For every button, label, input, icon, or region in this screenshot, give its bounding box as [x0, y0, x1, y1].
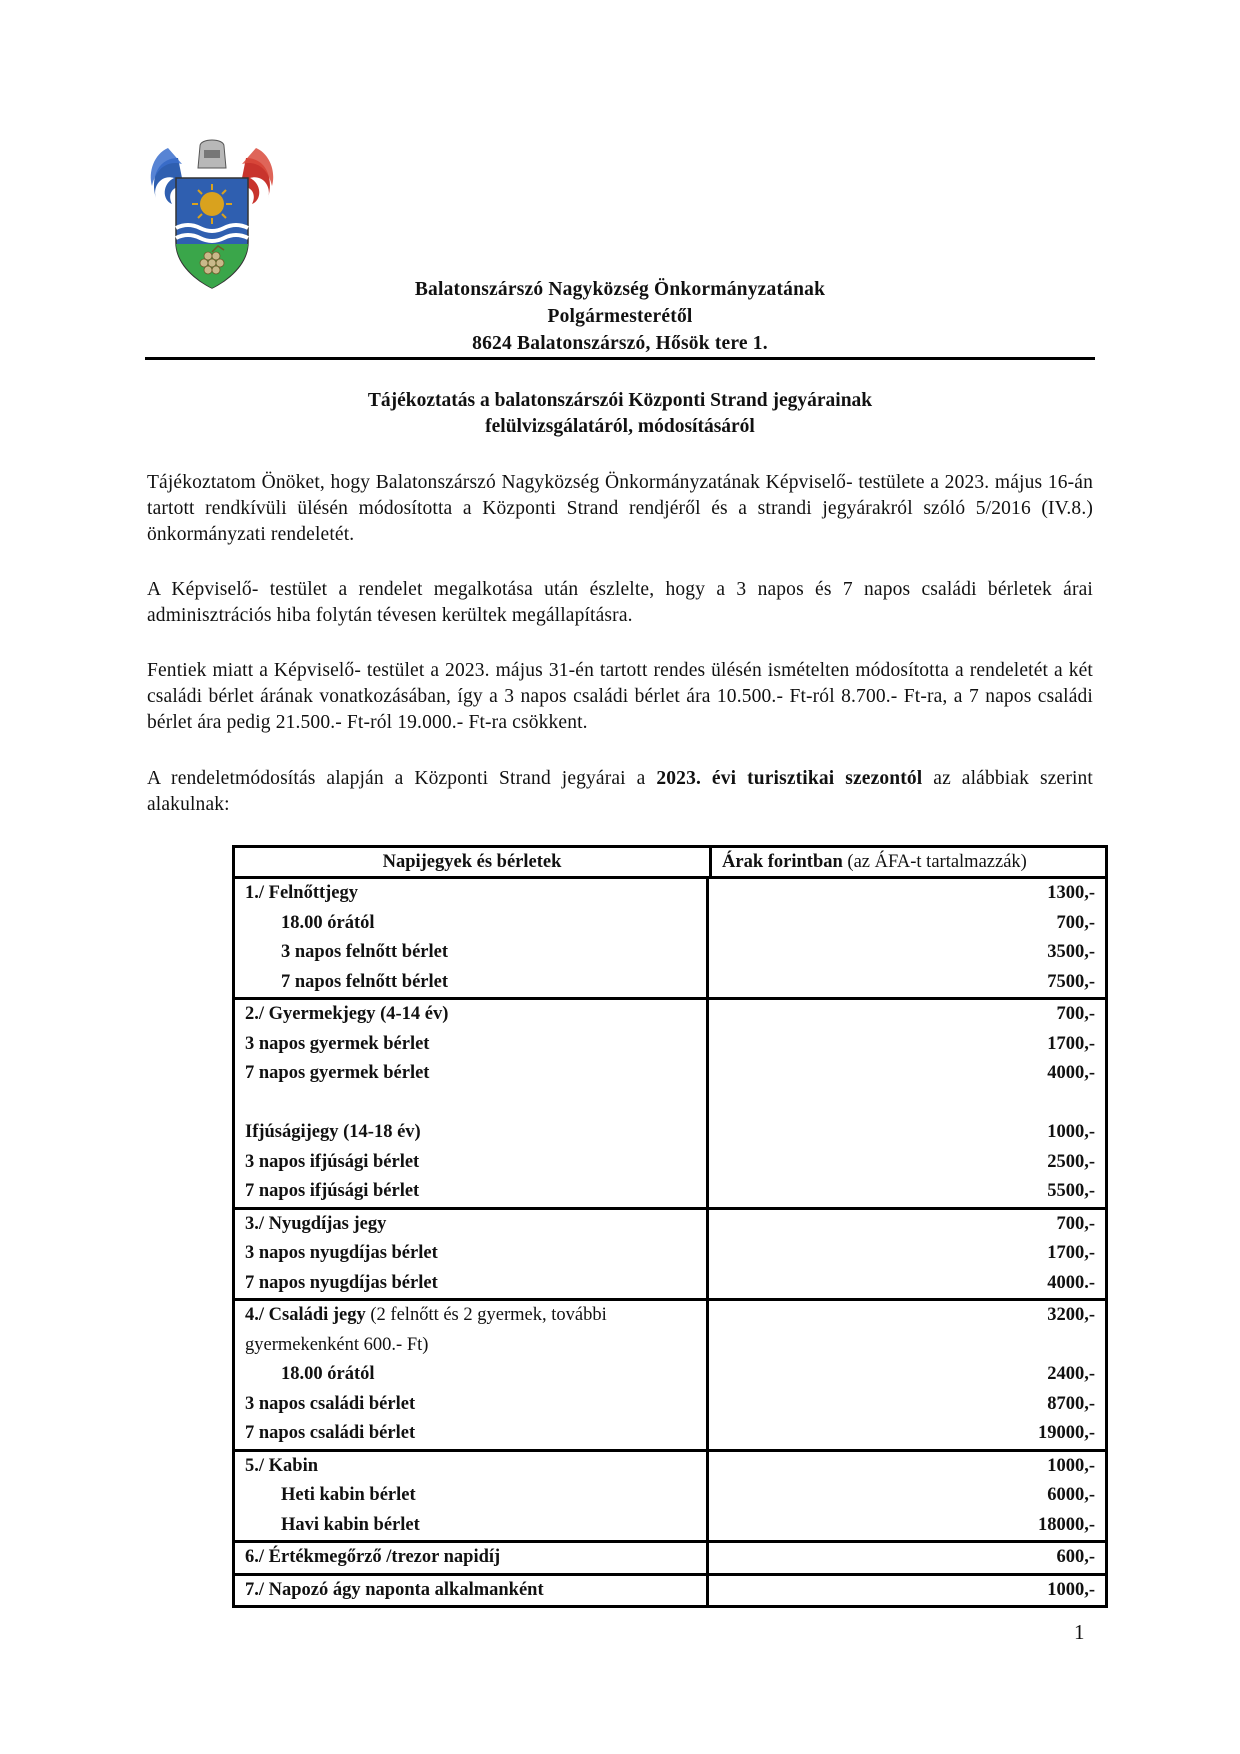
table-row-label: 6./ Értékmegőrző /trezor napidíj [245, 1547, 501, 1567]
table-row-label: 2./ Gyermekjegy (4-14 év) [245, 1004, 449, 1024]
table-row-price: 4000,- [1047, 1063, 1095, 1083]
table-row-label: 3 napos nyugdíjas bérlet [245, 1243, 438, 1263]
table-group-sunbed [235, 1576, 1105, 1606]
issuer-line-1: Balatonszárszó Nagyközség Önkormányzatának [414, 279, 826, 300]
table-row-price: 600,- [1056, 1547, 1095, 1567]
table-group-adult [235, 879, 1105, 1000]
table-row-label: Havi kabin bérlet [281, 1514, 420, 1535]
table-row-price: 7500,- [1047, 971, 1095, 992]
paragraph-1: Tájékoztatom Önöket, hogy Balatonszárszó Nagyközség Önkormányzatának Képviselő- testülete a 2023. május 16-án tartott rendkívüli ülésén módosította a Központi Strand rendjéről és a strandi jegyárakról szóló 5/2016 (IV.8.) önkormányzati rendeletét. [147, 472, 1093, 545]
table-row-price: 700,- [1056, 912, 1095, 933]
paragraph-4-end: az alábbiak szerint alakulnak: [147, 768, 1093, 815]
table-row-price: 8700,- [1047, 1393, 1095, 1414]
table-row-price: 3200,- [1047, 1305, 1095, 1325]
table-row-label: 7 napos családi bérlet [245, 1423, 416, 1443]
column-header-tickets: Napijegyek és bérletek [235, 848, 712, 876]
page-number: 1 [1074, 1620, 1085, 1644]
column-header-prices-note: (az ÁFA-t tartalmazzák) [842, 852, 1027, 872]
family-ticket-note: (2 felnőtt és 2 gyermek, további gyermekenként 600.- Ft) [245, 1305, 607, 1355]
table-row-label: 7 napos nyugdíjas bérlet [245, 1272, 438, 1293]
table-spacer-row [709, 1089, 1105, 1119]
table-row-price: 18000,- [1037, 1514, 1095, 1535]
paragraph-4-start: A rendeletmódosítás alapján a Központi Strand jegyárai a [147, 768, 657, 789]
table-group-pensioner [235, 1210, 1105, 1302]
issuer-line-2: Polgármesterétől [547, 306, 693, 327]
table-row-label: 7./ Napozó ágy naponta alkalmanként [245, 1579, 544, 1600]
table-group-cabin [235, 1452, 1105, 1544]
table-spacer-row [709, 1331, 1105, 1361]
table-row-price: 700,- [1056, 1004, 1095, 1024]
column-header-prices-main: Árak forintban [722, 852, 843, 872]
season-emphasis: 2023. évi turisztikai szezontól [656, 768, 923, 789]
price-table [232, 845, 1108, 1608]
table-group-child-youth [235, 1000, 1105, 1210]
table-row-price: 3500,- [1047, 942, 1095, 962]
paragraph-3: Fentiek miatt a Képviselő- testület a 2023. május 31-én tartott rendes ülésén ismételten módosította a rendeletét a két családi bérlet árának vonatkozásában, így a 3 napos családi bérlet ára 10.500.- Ft-ról 8.700.- Ft-ra, a 7 napos családi bérlet ára pedig 21.500.- Ft-ról 19.000.- Ft-ra csökkent. [147, 660, 1093, 733]
coat-of-arms-logo [148, 138, 276, 298]
table-row-price: 1700,- [1047, 1243, 1095, 1263]
table-row-label: 3 napos felnőtt bérlet [281, 942, 448, 962]
table-row-price: 19000,- [1037, 1423, 1095, 1443]
paragraph-2: A Képviselő- testület a rendelet megalkotása után észlelte, hogy a 3 napos és 7 napos családi bérletek árai adminisztrációs hiba folytán tévesen kerültek megállapításra. [147, 579, 1093, 626]
table-row-label: 18.00 órától [281, 912, 375, 933]
table-row-price: 1000,- [1047, 1579, 1095, 1600]
table-row-price: 700,- [1056, 1213, 1095, 1234]
table-row-label: 7 napos ifjúsági bérlet [245, 1181, 420, 1201]
paragraph-4 [147, 766, 1093, 818]
table-row-label: 18.00 órától [281, 1364, 375, 1384]
column-header-prices [712, 848, 1105, 876]
issuer-address: 8624 Balatonszárszó, Hősök tere 1. [472, 333, 768, 354]
table-row-label: 3 napos gyermek bérlet [245, 1033, 430, 1054]
table-header-row [235, 848, 1105, 879]
table-row-price: 2500,- [1047, 1151, 1095, 1172]
document-title [145, 388, 1095, 440]
table-row-label: Heti kabin bérlet [281, 1485, 416, 1505]
issuer-header [145, 276, 1095, 357]
table-row-label: 3 napos családi bérlet [245, 1393, 416, 1414]
table-row-label: Ifjúságijegy (14-18 év) [245, 1122, 421, 1142]
family-ticket-label: 4./ Családi jegy [245, 1305, 366, 1325]
table-row-label: 7 napos gyermek bérlet [245, 1063, 430, 1083]
table-spacer-row [235, 1089, 706, 1119]
header-divider [145, 357, 1095, 360]
table-row-label: 1./ Felnőttjegy [245, 883, 359, 903]
table-row-label [235, 1301, 706, 1360]
table-row-label: 7 napos felnőtt bérlet [281, 971, 448, 992]
table-row-label: 5./ Kabin [245, 1455, 318, 1476]
table-row-price: 5500,- [1047, 1181, 1095, 1201]
table-row-price: 2400,- [1047, 1364, 1095, 1384]
title-line-2: felülvizsgálatáról, módosításáról [485, 416, 755, 437]
title-line-1: Tájékoztatás a balatonszárszói Központi Strand jegyárainak [367, 390, 873, 411]
table-row-price: 1000,- [1047, 1122, 1095, 1142]
table-row-price: 6000,- [1047, 1485, 1095, 1505]
table-group-family [235, 1301, 1105, 1452]
table-row-price: 1300,- [1047, 883, 1095, 903]
table-row-label: 3./ Nyugdíjas jegy [245, 1213, 387, 1234]
table-row-price: 1000,- [1047, 1455, 1095, 1476]
table-row-price: 4000.- [1047, 1272, 1095, 1293]
table-row-label: 3 napos ifjúsági bérlet [245, 1151, 420, 1172]
table-group-safe [235, 1543, 1105, 1576]
table-row-price: 1700,- [1047, 1033, 1095, 1054]
